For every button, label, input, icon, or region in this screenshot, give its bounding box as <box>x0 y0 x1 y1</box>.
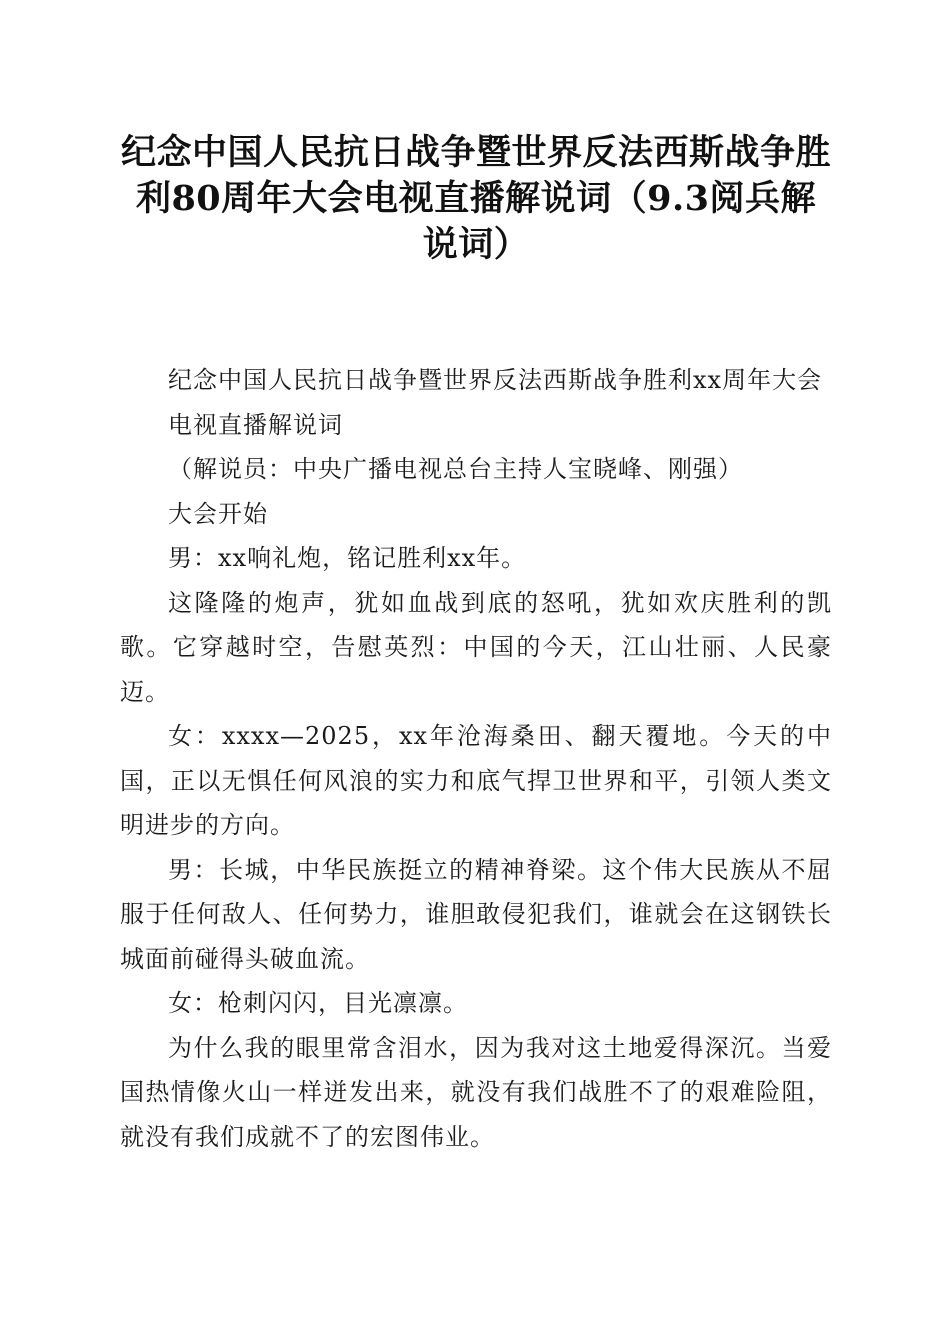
paragraph: 纪念中国人民抗日战争暨世界反法西斯战争胜利xx周年大会 <box>168 366 823 394</box>
paragraph: （解说员：中央广播电视总台主持人宝晓峰、刚强） <box>168 455 743 483</box>
paragraph: 大会开始 <box>168 499 268 528</box>
paragraph: 女：枪刺闪闪，目光凛凛。 <box>168 989 468 1017</box>
document-body <box>120 358 832 1159</box>
paragraph: 男：xx响礼炮，铭记胜利xx年。 <box>168 544 527 572</box>
document-title: 纪念中国人民抗日战争暨世界反法西斯战争胜利80周年大会电视直播解说词（9.3阅兵解说词） <box>120 132 831 265</box>
paragraph: 为什么我的眼里常含泪水，因为我对这土地爱得深沉。当爱国热情像火山一样迸发出来，就没有我们战胜不了的艰难险阻，就没有我们成就不了的宏图伟业。 <box>120 1033 832 1151</box>
paragraph: 男：长城，中华民族挺立的精神脊梁。这个伟大民族从不屈服于任何敌人、任何势力，谁胆敢侵犯我们，谁就会在这钢铁长城面前碰得头破血流。 <box>120 855 832 973</box>
paragraph: 电视直播解说词 <box>168 410 343 439</box>
paragraph: 这隆隆的炮声，犹如血战到底的怒吼，犹如欢庆胜利的凯歌。它穿越时空，告慰英烈：中国的今天，江山壮丽、人民豪迈。 <box>120 588 832 706</box>
paragraph: 女：xxxx—2025，xx年沧海桑田、翻天覆地。今天的中国，正以无惧任何风浪的实力和底气捍卫世界和平，引领人类文明进步的方向。 <box>120 722 832 839</box>
